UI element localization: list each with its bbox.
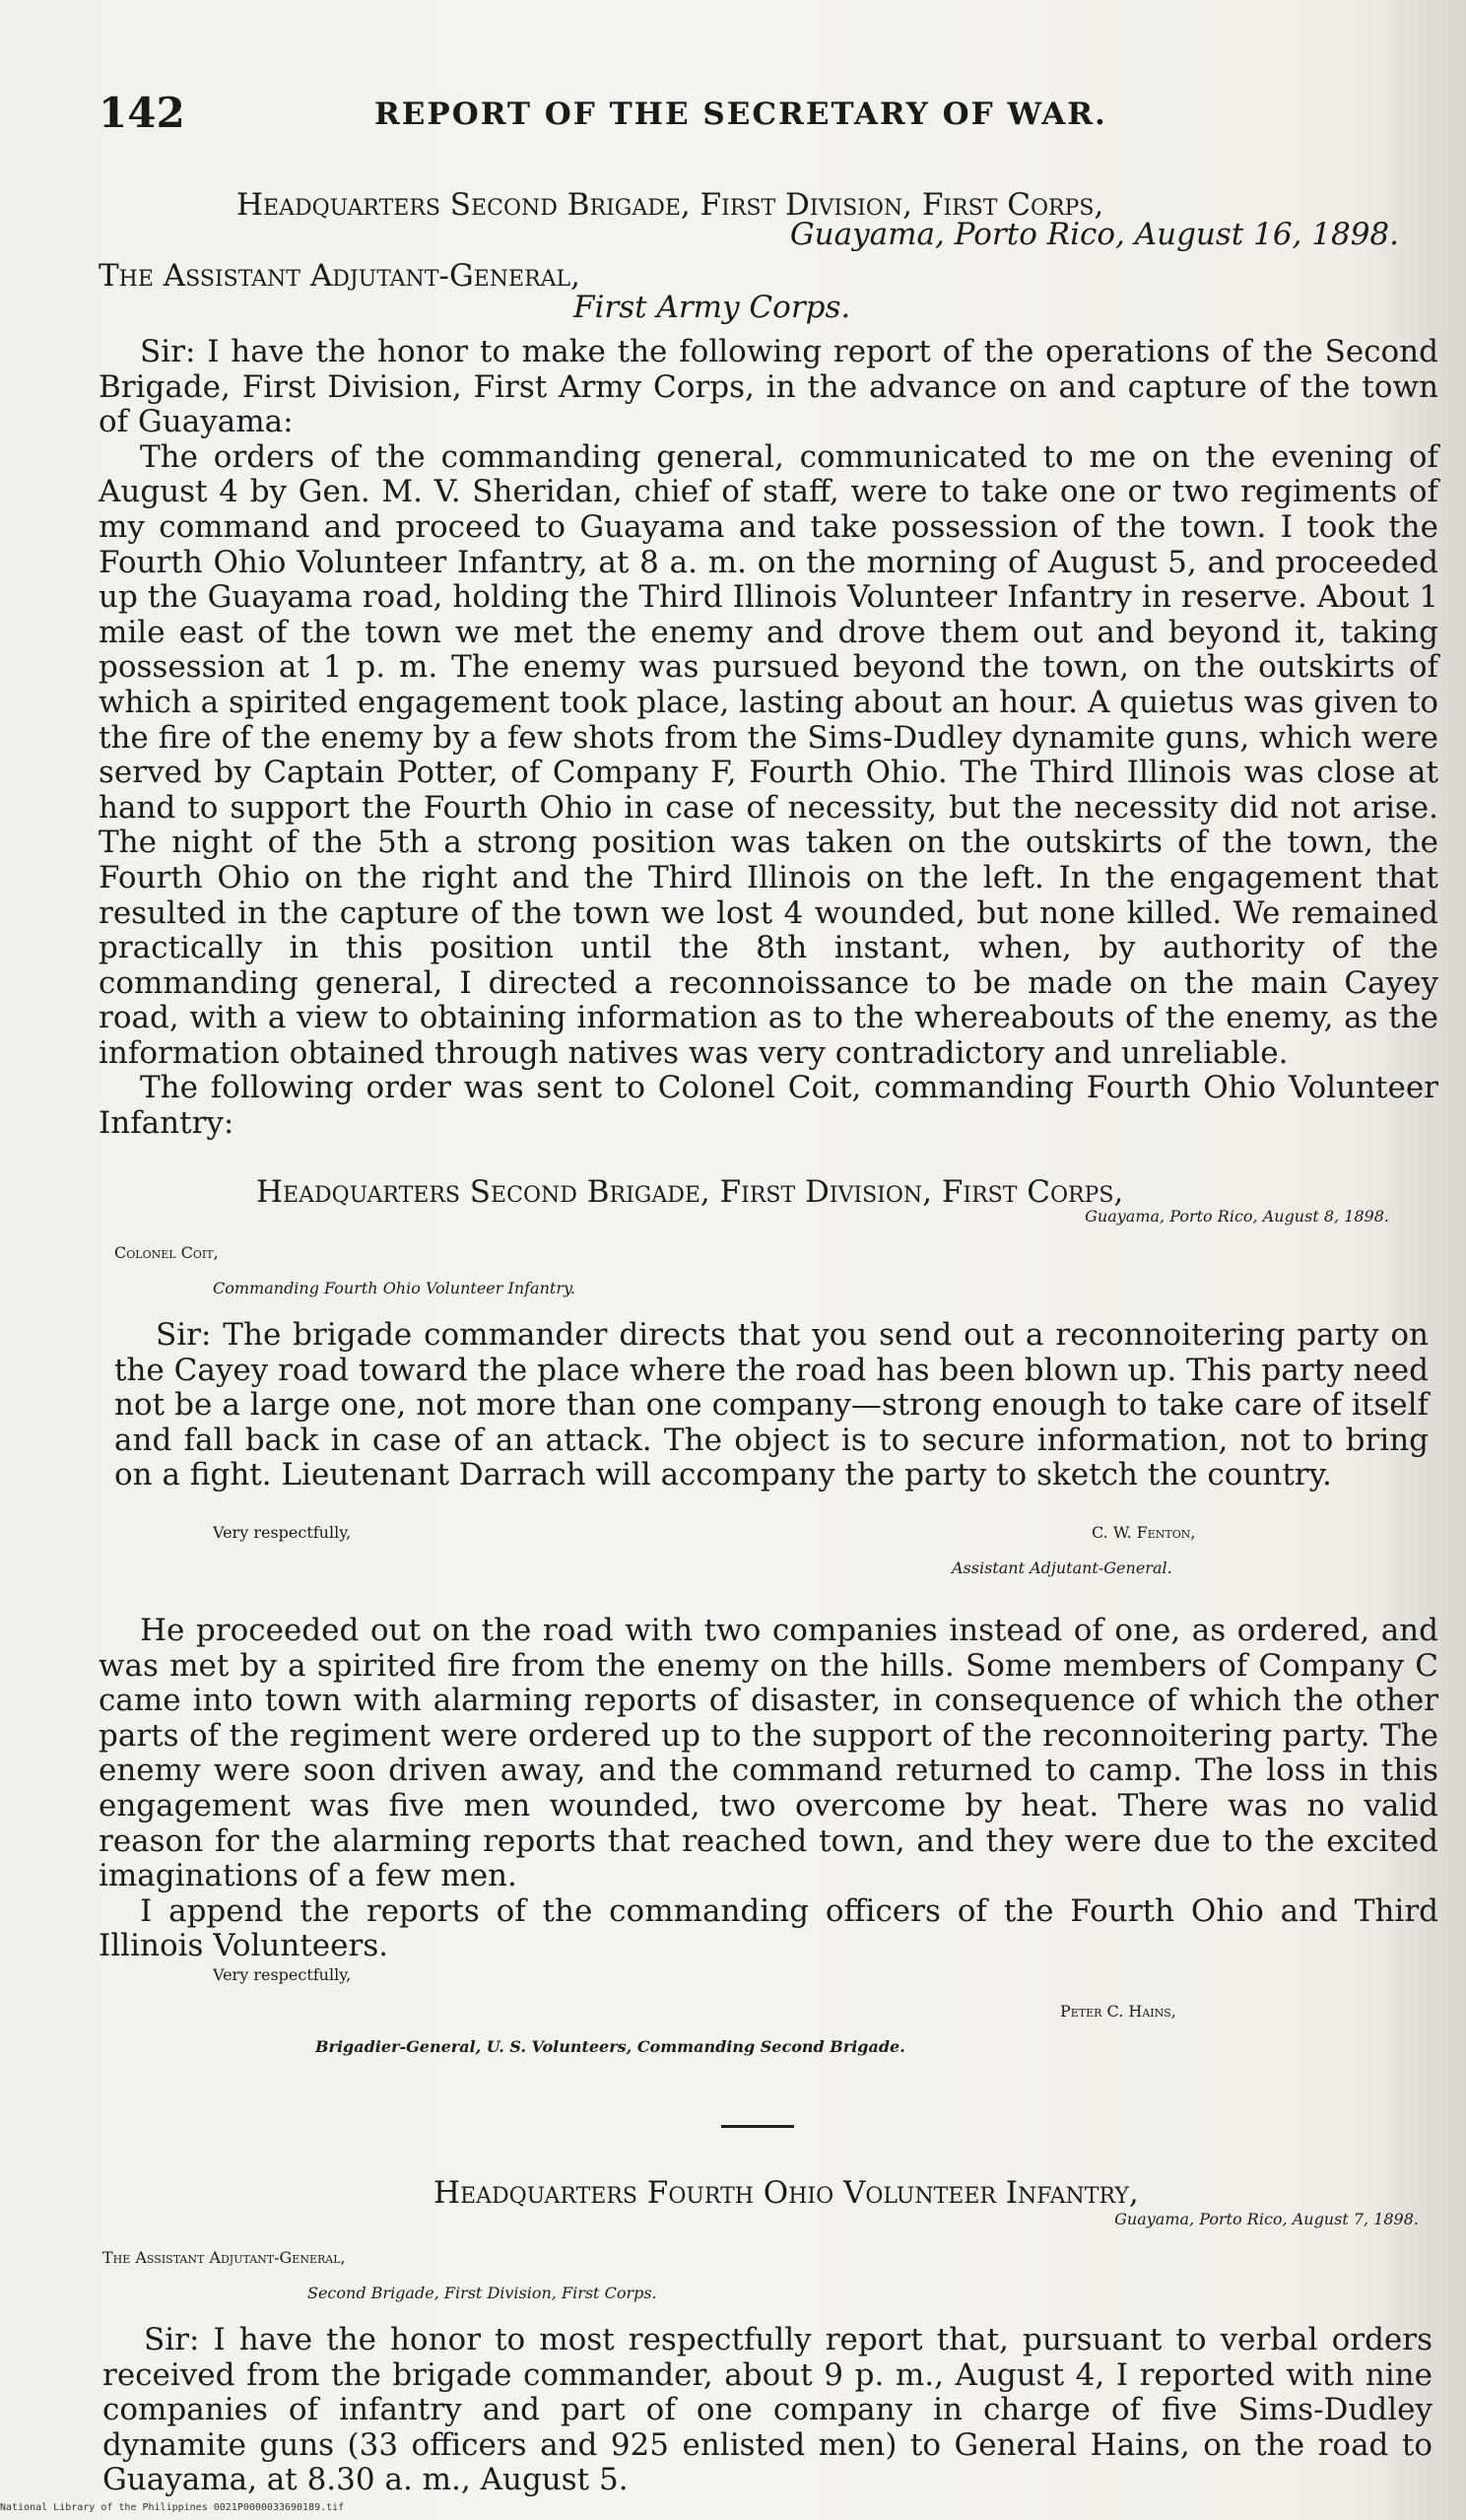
letter2-body bbox=[102, 2323, 1433, 2498]
order-paragraph-1: Sir: The brigade commander directs that you send out a reconnoitering party on the Cayey road toward the place where the road has been blown up. This party need not be a large one, not more than one company—strong enough to take care of itself and fall back in case of an attack. The object is to secure information, not to bring on a fight. Lieutenant Darrach will accompany the party to sketch the country. bbox=[114, 1317, 1429, 1493]
letter1-signer-title: Brigadier-General, U. S. Volunteers, Commanding Second Brigade. bbox=[315, 2037, 905, 2056]
letter1-paragraph-4: He proceeded out on the road with two companies instead of one, as ordered, and was met by a spirited fire from the enemy on the hills. Some members of Company C came into town with alarming reports of disaster, in consequence of which the other parts of the regiment were ordered up to the support of the reconnoitering party. The enemy were soon driven away, and the command returned to camp. The loss in this engagement was five men wounded, two overcome by heat. There was no valid reason for the alarming reports that reached town, and they were due to the excited imaginations of a few men. bbox=[99, 1613, 1438, 1894]
order-hq-line: Headquarters Second Brigade, First Division, First Corps, bbox=[256, 1174, 1124, 1210]
letter2-addressee-sub: Second Brigade, First Division, First Corps. bbox=[307, 2284, 657, 2302]
letter1-body bbox=[99, 335, 1438, 1142]
page-number: 142 bbox=[99, 89, 185, 137]
order-signer: C. W. Fenton, bbox=[1092, 1523, 1196, 1542]
order-place-date: Guayama, Porto Rico, August 8, 1898. bbox=[1085, 1207, 1389, 1226]
letter2-place-date: Guayama, Porto Rico, August 7, 1898. bbox=[1114, 2210, 1419, 2228]
order-body bbox=[114, 1318, 1429, 1493]
order-addressee: Colonel Coit, bbox=[114, 1243, 219, 1262]
letter1-addressee-sub: First Army Corps. bbox=[573, 290, 851, 325]
letter1-closing: Very respectfully, bbox=[213, 1965, 352, 1984]
letter2-addressee: The Assistant Adjutant-General, bbox=[102, 2248, 346, 2267]
letter2-paragraph-1: Sir: I have the honor to most respectfully report that, pursuant to verbal orders received from the brigade commander, about 9 p. m., August 4, I reported with nine companies of infantry and part of one company in charge of five Sims-Dudley dynamite guns (33 officers and 925 enlisted men) to General Hains, on the road to Guayama, at 8.30 a. m., August 5. bbox=[102, 2322, 1433, 2498]
letter1-hq-line: Headquarters Second Brigade, First Division, First Corps, bbox=[236, 187, 1104, 223]
order-addressee-sub: Commanding Fourth Ohio Volunteer Infantry. bbox=[213, 1279, 575, 1297]
page-header bbox=[99, 89, 1379, 148]
letter1-paragraph-2: The orders of the commanding general, communicated to me on the evening of August 4 by Gen. M. V. Sheridan, chief of staff, were to take one or two regiments of my command and proceed to Guayama and take possession of the town. I took the Fourth Ohio Volunteer Infantry, at 8 a. m. on the morning of August 5, and proceeded up the Guayama road, holding the Third Illinois Volunteer Infantry in reserve. About 1 mile east of the town we met the enemy and drove them out and beyond it, taking possession at 1 p. m. The enemy was pursued beyond the town, on the outskirts of which a spirited engagement took place, lasting about an hour. A quietus was given to the fire of the enemy by a few shots from the Sims-Dudley dynamite guns, which were served by Captain Potter, of Company F, Fourth Ohio. The Third Illinois was close at hand to support the Fourth Ohio in case of necessity, but the necessity did not arise. The night of the 5th a strong position was taken on the outskirts of the town, the Fourth Ohio on the right and the Third Illinois on the left. In the engagement that resulted in the capture of the town we lost 4 wounded, but none killed. We remained practically in this position until the 8th instant, when, by authority of the commanding general, I directed a reconnoissance to be made on the main Cayey road, with a view to obtaining information as to the whereabouts of the enemy, as the information obtained through natives was very contradictory and unreliable. bbox=[99, 438, 1438, 1071]
letter2-hq-line: Headquarters Fourth Ohio Volunteer Infantry, bbox=[433, 2175, 1139, 2211]
letter1-paragraph-5: I append the reports of the commanding officers of the Fourth Ohio and Third Illinois Volunteers. bbox=[99, 1892, 1438, 1964]
letter1-addressee: The Assistant Adjutant-General, bbox=[99, 258, 581, 294]
order-signer-title: Assistant Adjutant-General. bbox=[952, 1558, 1172, 1577]
order-closing: Very respectfully, bbox=[213, 1523, 352, 1542]
letter1-paragraph-1: Sir: I have the honor to make the following report of the operations of the Second Brigade, First Division, First Army Corps, in the advance on and capture of the town of Guayama: bbox=[99, 334, 1438, 440]
letter1-place-date: Guayama, Porto Rico, August 16, 1898. bbox=[789, 217, 1399, 252]
letter1-paragraph-3: The following order was sent to Colonel Coit, commanding Fourth Ohio Volunteer Infantry: bbox=[99, 1070, 1438, 1142]
running-head: REPORT OF THE SECRETARY OF WAR. bbox=[374, 97, 1107, 132]
letter1-signer: Peter C. Hains, bbox=[1060, 2002, 1176, 2021]
scan-footer-note: National Library of the Philippines 0021P0000033690189.tif bbox=[0, 2502, 345, 2513]
letter1-continuation bbox=[99, 1614, 1438, 1964]
section-divider bbox=[721, 2125, 794, 2128]
